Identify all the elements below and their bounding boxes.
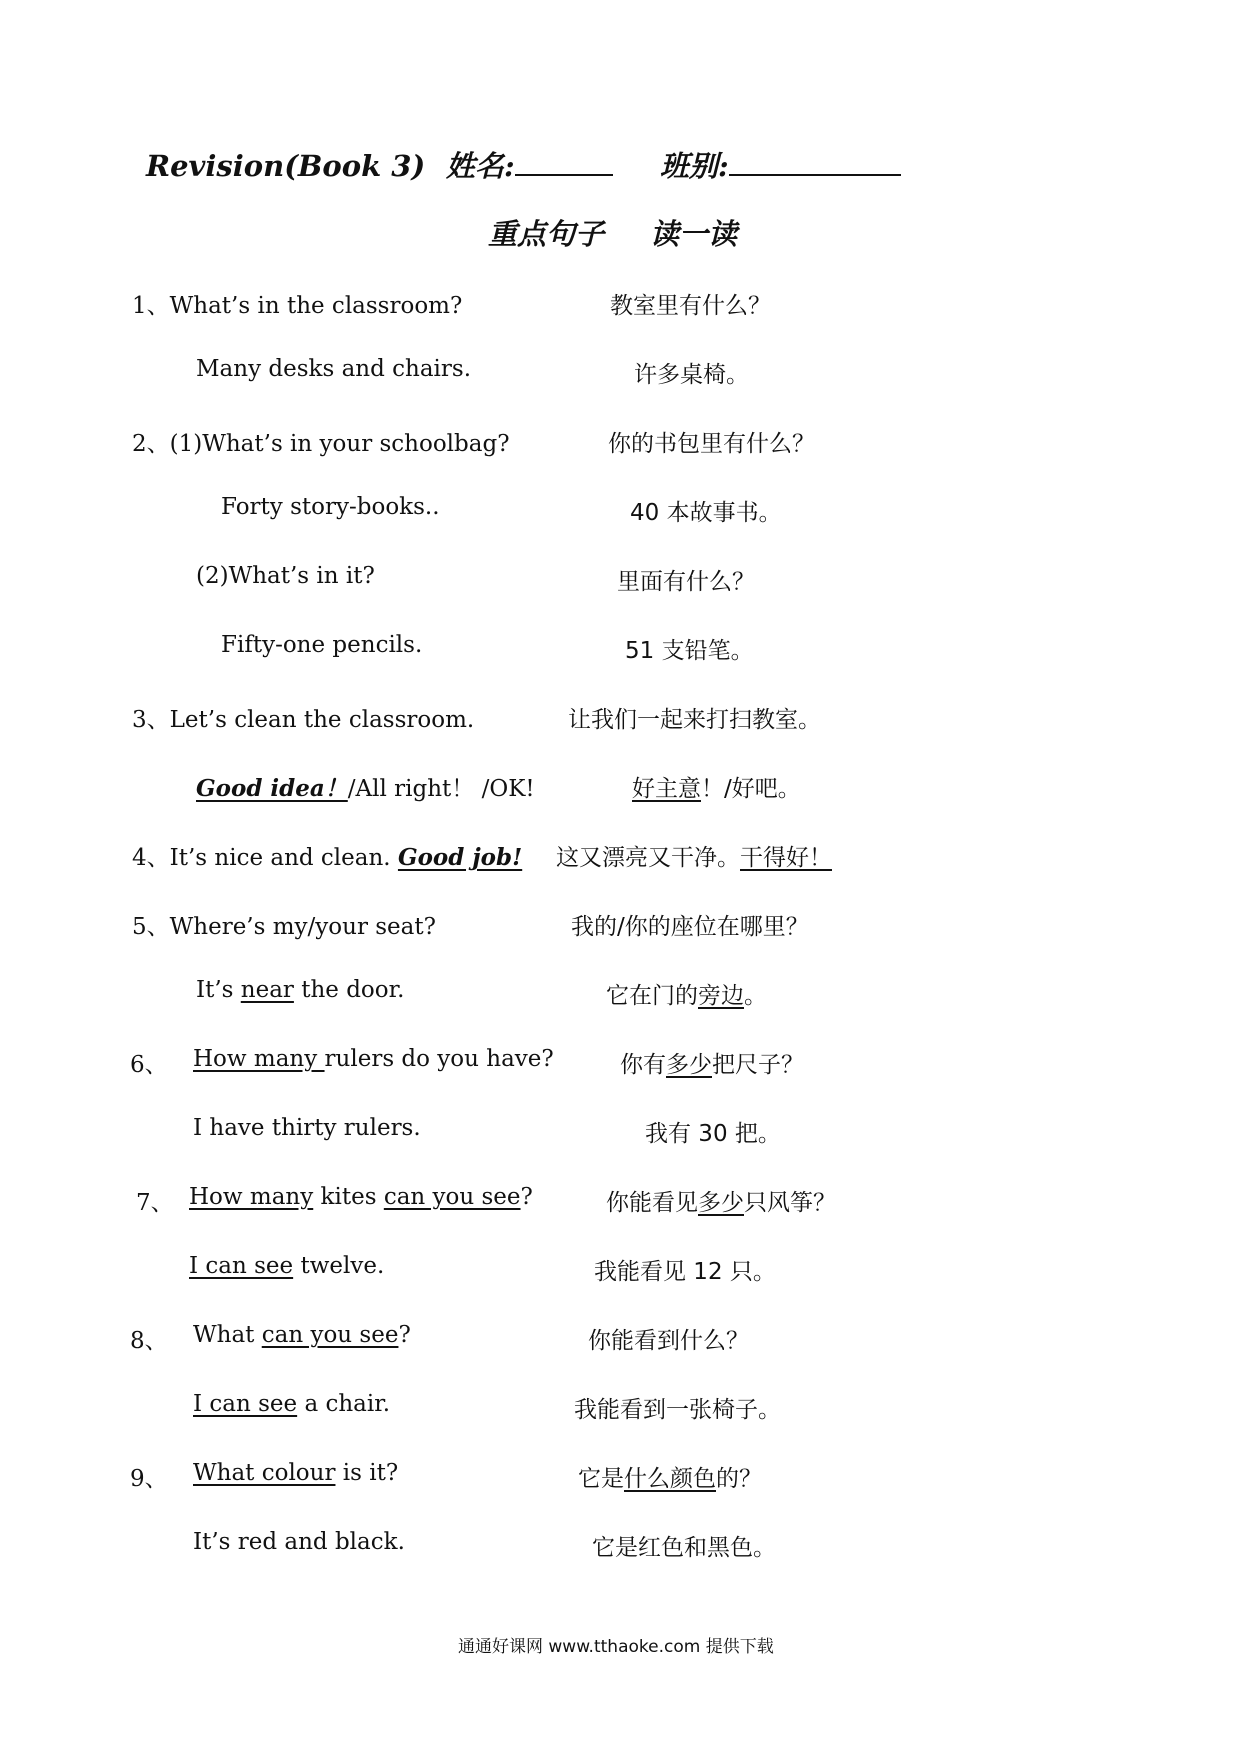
- sentence-7-translation: [606, 1184, 836, 1217]
- class-label: 班别:: [660, 149, 729, 183]
- english-text: a chair.: [297, 1391, 391, 1417]
- sentence-2-answer-translation: 40 本故事书。: [630, 500, 782, 526]
- subtitle-key-sentences: 重点句子: [488, 217, 605, 251]
- sentence-1-answer-translation: 许多桌椅。: [634, 362, 749, 388]
- chinese-text: 。: [744, 983, 767, 1009]
- sentence-1-answer: Many desks and chairs.: [196, 356, 472, 382]
- page-footer: 通通好课网 www.tthaoke.com 提供下载: [458, 1637, 774, 1657]
- name-blank[interactable]: [515, 148, 613, 176]
- chinese-text: 你有: [620, 1052, 666, 1078]
- sentence-8-translation: 你能看到什么？: [588, 1328, 749, 1354]
- sentence-2-question: [132, 425, 510, 458]
- english-text: It’s nice and clean.: [169, 845, 398, 871]
- underlined-text: 好主意: [632, 776, 701, 802]
- sentence-9-answer-translation: 它是红色和黑色。: [592, 1535, 776, 1561]
- chinese-text: ！/好吧。: [701, 776, 801, 802]
- good-job-text: Good job!: [397, 844, 523, 871]
- chinese-text: 只风筝？: [744, 1190, 836, 1216]
- sentence-8-answer-translation: 我能看到一张椅子。: [574, 1397, 781, 1423]
- sentence-4: [132, 839, 522, 872]
- name-label: 姓名:: [446, 149, 515, 183]
- worksheet-header: [146, 144, 901, 185]
- sentence-7-number: 7、: [136, 1190, 174, 1216]
- section-subtitle: [488, 212, 737, 253]
- underlined-text: How many: [193, 1046, 325, 1072]
- sentence-5-answer: [196, 977, 404, 1003]
- sentence-9-translation: [578, 1460, 762, 1493]
- english-text: What: [193, 1322, 262, 1348]
- english-text: ?: [398, 1322, 411, 1348]
- english-text: kites: [313, 1184, 384, 1210]
- english-text: rulers do you have?: [324, 1046, 554, 1072]
- english-text: the door.: [293, 977, 405, 1003]
- sentence-3-translation: 让我们一起来打扫教室。: [568, 707, 821, 733]
- sentence-number: 4、: [132, 845, 170, 871]
- underlined-text: near: [240, 977, 294, 1003]
- sentence-6-number: 6、: [130, 1052, 168, 1078]
- sentence-7-question: [189, 1184, 533, 1210]
- sentence-7-answer-translation: 我能看见 12 只。: [594, 1259, 776, 1285]
- chinese-text: 你能看见: [606, 1190, 698, 1216]
- sentence-7-answer: [189, 1253, 384, 1279]
- underlined-text: can you see: [383, 1184, 521, 1210]
- chinese-text: 把尺子？: [712, 1052, 804, 1078]
- sentence-number: 5、: [132, 914, 170, 940]
- sentence-8-number: 8、: [130, 1328, 168, 1354]
- subtitle-read-aloud: 读一读: [650, 217, 738, 251]
- underlined-text: 什么颜色: [624, 1466, 716, 1492]
- chinese-text: 这又漂亮又干净。: [556, 845, 740, 871]
- sentence-5-answer-translation: [606, 977, 767, 1010]
- sentence-3-answer-translation: [632, 770, 801, 803]
- sentence-2-translation: 你的书包里有什么？: [608, 431, 815, 457]
- underlined-text: 多少: [698, 1190, 744, 1216]
- sentence-3-question: [132, 701, 474, 734]
- underlined-text: I can see: [193, 1391, 298, 1417]
- english-text: Where’s my/your seat?: [169, 914, 436, 940]
- english-text: /All right！ /OK!: [347, 776, 535, 802]
- english-text: (1)What’s in your schoolbag?: [169, 431, 510, 457]
- sentence-number: 3、: [132, 707, 170, 733]
- sentence-9-question: [193, 1460, 398, 1486]
- chinese-text: 的？: [716, 1466, 762, 1492]
- sentence-number: 1、: [132, 293, 170, 319]
- sentence-number: 2、: [132, 431, 170, 457]
- english-text: It’s: [196, 977, 241, 1003]
- english-text: What’s in the classroom?: [169, 293, 463, 319]
- worksheet-title: Revision(Book 3): [146, 149, 426, 183]
- sentence-1-question: [132, 287, 462, 320]
- sentence-2b-question: (2)What’s in it?: [196, 563, 375, 589]
- sentence-4-translation: [556, 839, 832, 872]
- sentence-6-answer: I have thirty rulers.: [193, 1115, 421, 1141]
- underlined-text: 多少: [666, 1052, 712, 1078]
- sentence-2b-answer: Fifty-one pencils.: [221, 632, 423, 658]
- underlined-text: can you see: [261, 1322, 399, 1348]
- sentence-2-answer: Forty story-books..: [221, 494, 440, 520]
- sentence-5-question: [132, 908, 436, 941]
- underlined-text: How many: [189, 1184, 314, 1210]
- chinese-text: 它在门的: [606, 983, 698, 1009]
- sentence-8-answer: [193, 1391, 390, 1417]
- english-text: is it?: [335, 1460, 399, 1486]
- english-text: twelve.: [293, 1253, 385, 1279]
- english-text: ?: [520, 1184, 533, 1210]
- underlined-text: What colour: [193, 1460, 336, 1486]
- underlined-text: I can see: [189, 1253, 294, 1279]
- sentence-6-translation: [620, 1046, 804, 1079]
- sentence-1-translation: 教室里有什么？: [610, 293, 771, 319]
- chinese-text: 它是: [578, 1466, 624, 1492]
- sentence-9-number: 9、: [130, 1466, 168, 1492]
- sentence-2b-translation: 里面有什么？: [617, 569, 755, 595]
- good-idea-text: Good idea！: [196, 775, 348, 802]
- class-blank[interactable]: [729, 148, 901, 176]
- sentence-9-answer: It’s red and black.: [193, 1529, 405, 1555]
- sentence-8-question: [193, 1322, 411, 1348]
- sentence-3-answer: [196, 770, 535, 803]
- sentence-5-translation: 我的/你的座位在哪里？: [571, 914, 809, 940]
- sentence-6-question: [193, 1046, 554, 1072]
- sentence-2b-answer-translation: 51 支铅笔。: [625, 638, 754, 664]
- underlined-text: 旁边: [698, 983, 744, 1009]
- sentence-6-answer-translation: 我有 30 把。: [645, 1121, 781, 1147]
- underlined-text: 干得好！: [740, 845, 832, 871]
- english-text: Let’s clean the classroom.: [169, 707, 475, 733]
